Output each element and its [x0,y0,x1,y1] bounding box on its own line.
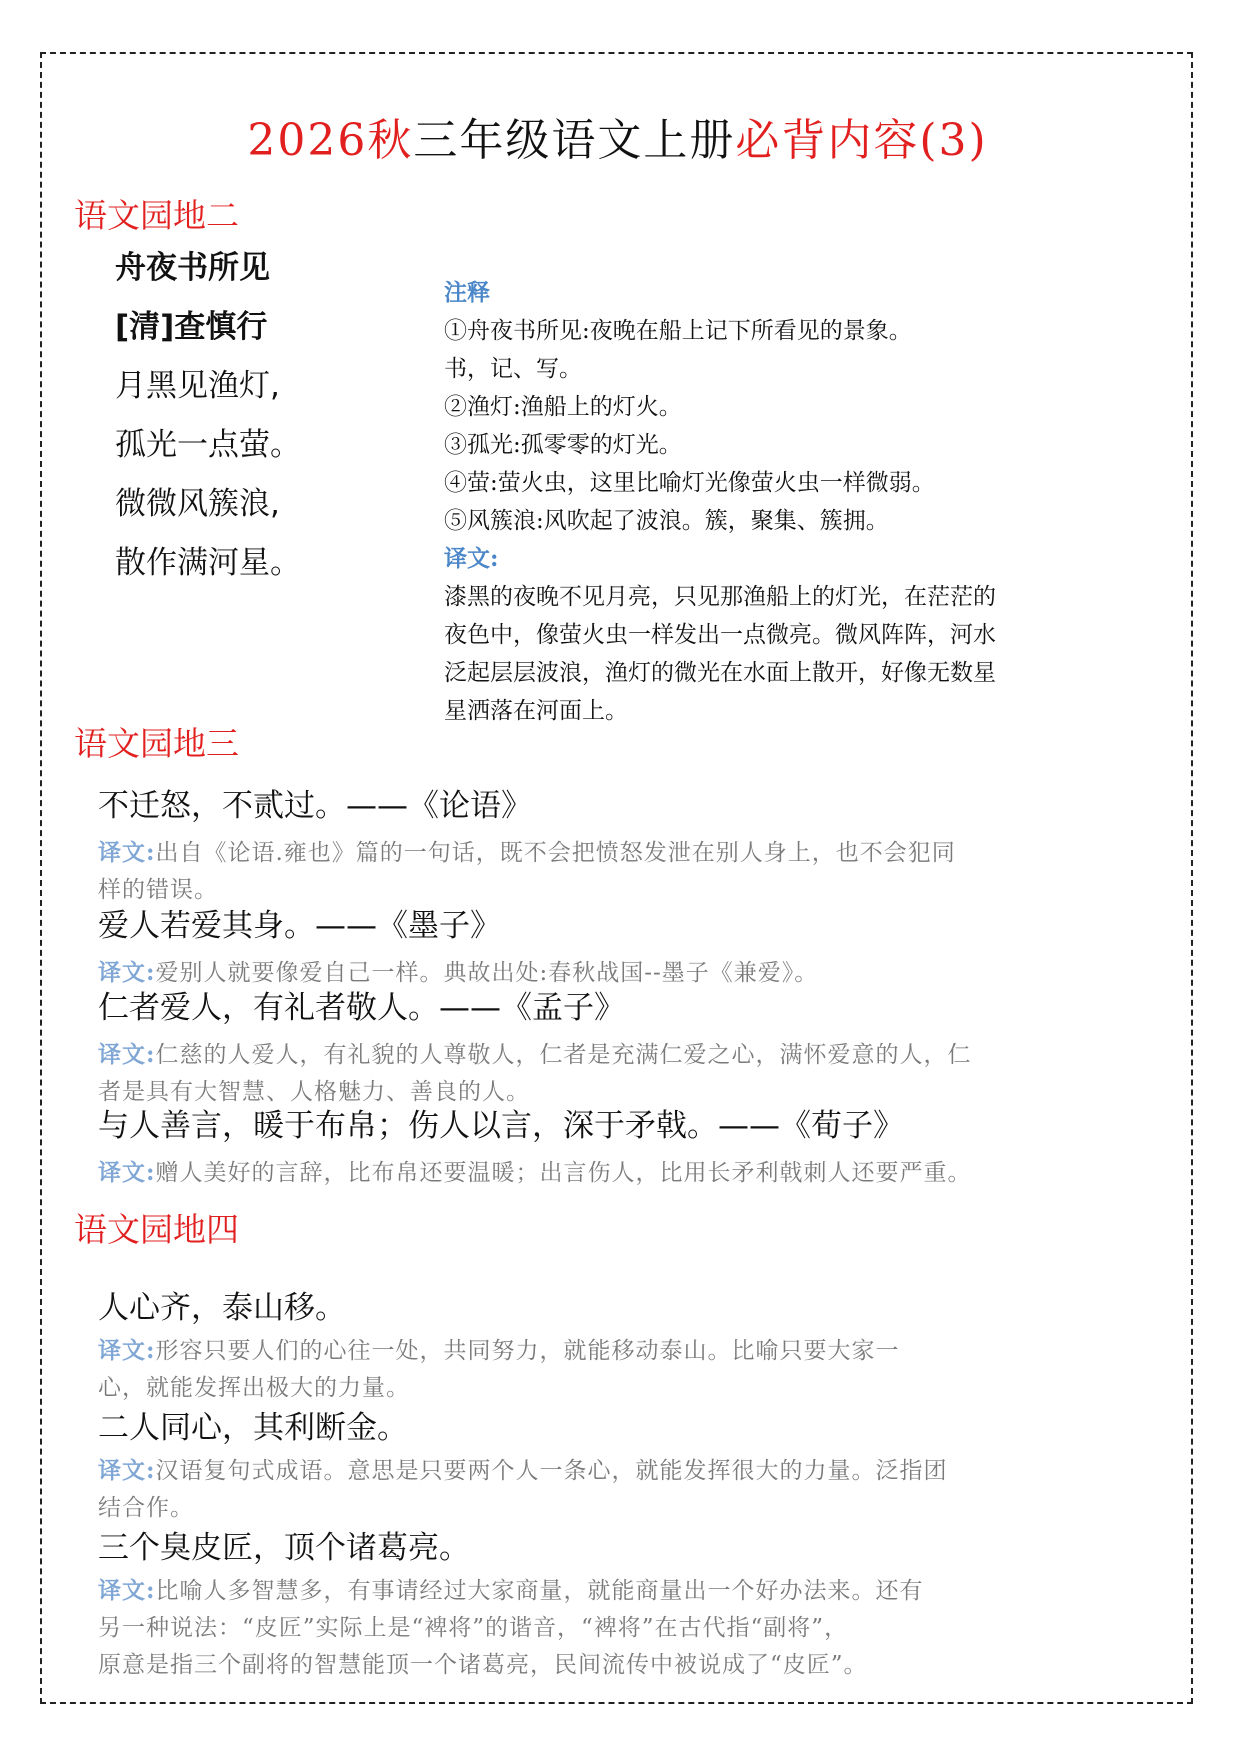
note-4: ④萤:萤火虫，这里比喻灯光像萤火虫一样微弱。 [444,470,935,496]
poem-line-3: 微微风簇浪, [115,486,280,522]
saying-lunyu: 不迁怒，不贰过。——《论语》 [98,788,532,824]
page-title [0,113,1235,169]
note-1: ①舟夜书所见:夜晚在船上记下所看见的景象。 [444,318,912,344]
translation-line-3: 泛起层层波浪，渔灯的微光在水面上散开，好像无数星 [444,660,996,686]
note-2: ②渔灯:渔船上的灯火。 [444,394,682,420]
title-topic: 必背内容(3) [735,115,988,166]
saying-duanjin: 二人同心，其利断金。 [98,1410,408,1446]
section-heading-4: 语文园地四 [74,1210,239,1249]
translation-xunzi: 译文:赠人美好的言辞，比布帛还要温暖；出言伤人，比用长矛利戟刺人还要严重。 [98,1159,972,1186]
poem-line-1: 月黑见渔灯, [115,368,280,404]
translation-heading: 译文: [444,545,499,572]
translation-zhuge: 译文:比喻人多智慧多，有事请经过大家商量，就能商量出一个好办法来。还有 另一种说法：“皮匠”实际上是“裨将”的谐音，“裨将”在古代指“副将”， 原意是指三个副将的智慧能顶一个诸葛亮，民间流传中被说成了“皮匠”。 [98,1577,924,1678]
saying-mengzi: 仁者爱人，有礼者敬人。——《孟子》 [98,990,625,1026]
translation-taishan: 译文:形容只要人们的心往一处，共同努力，就能移动泰山。比喻只要大家一 心，就能发挥出极大的力量。 [98,1337,900,1401]
translation-mozi: 译文:爱别人就要像爱自己一样。典故出处:春秋战国--墨子《兼爱》。 [98,959,819,986]
saying-mozi: 爱人若爱其身。——《墨子》 [98,908,501,944]
poem-title: 舟夜书所见 [115,250,270,286]
note-5: ⑤风簇浪:风吹起了波浪。簇，聚集、簇拥。 [444,508,889,534]
translation-line-1: 漆黑的夜晚不见月亮，只见那渔船上的灯光，在茫茫的 [444,584,996,610]
translation-line-4: 星洒落在河面上。 [444,698,628,724]
poem-line-2: 孤光一点萤。 [115,427,301,463]
section-heading-2: 语文园地二 [74,196,239,235]
poem-author: [清]查慎行 [115,309,268,345]
note-1b: 书，记、写。 [444,356,582,382]
notes-heading: 注释 [444,279,490,306]
poem-notes [444,274,1164,730]
poem-line-4: 散作满河星。 [115,545,301,581]
title-grade: 三年级语文上册 [413,115,736,166]
translation-lunyu: 译文:出自《论语.雍也》篇的一句话，既不会把愤怒发泄在别人身上，也不会犯同 样的错误。 [98,839,956,903]
title-year: 2026秋 [247,115,414,166]
saying-zhuge: 三个臭皮匠，顶个诸葛亮。 [98,1530,470,1566]
saying-taishan: 人心齐，泰山移。 [98,1290,346,1326]
translation-duanjin: 译文:汉语复句式成语。意思是只要两个人一条心，就能发挥很大的力量。泛指团 结合作。 [98,1457,948,1521]
saying-xunzi: 与人善言，暖于布帛；伤人以言，深于矛戟。——《荀子》 [98,1108,904,1144]
section-heading-3: 语文园地三 [74,724,239,763]
translation-mengzi: 译文:仁慈的人爱人，有礼貌的人尊敬人，仁者是充满仁爱之心，满怀爱意的人，仁 者是具有大智慧、人格魅力、善良的人。 [98,1041,972,1105]
translation-line-2: 夜色中，像萤火虫一样发出一点微亮。微风阵阵，河水 [444,622,996,648]
note-3: ③孤光:孤零零的灯光。 [444,432,682,458]
